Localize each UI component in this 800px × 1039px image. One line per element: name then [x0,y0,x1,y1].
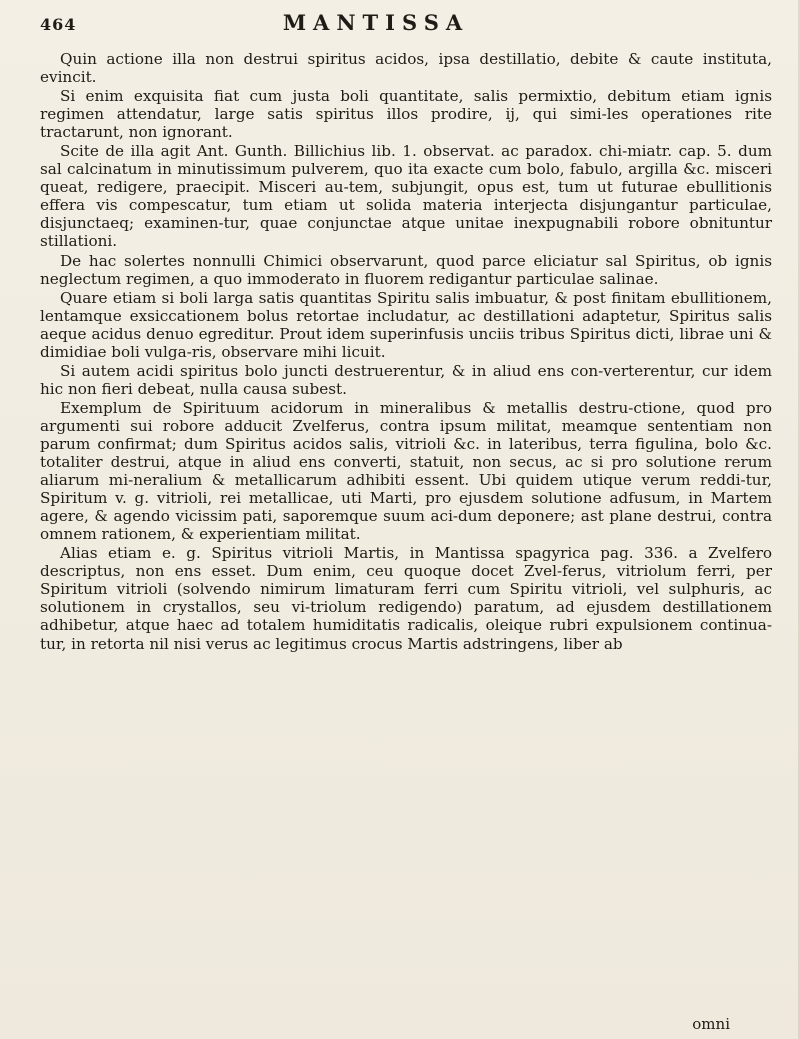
paragraph: Scite de illa agit Ant. Gunth. Billichius lib. 1. observat. ac paradox. chi-miatr. cap. 5. dum sal calcinatum in minutissimum pulverem, quo ita exacte cum bolo, fabulo, argilla &c. misceri queat, redigere, praecipit. Misceri au-tem, subjungit, opus est, tum ut futurae ebullitionis effera vis compescatur, tum etiam ut solida materia interjecta disjungantur particulae, disjunctaeq; examinen-tur, quae conjunctae atque unitae inexpugnabili robore obnituntur stillationi. [40,142,772,251]
paragraph: Si enim exquisita fiat cum justa boli quantitate, salis permixtio, debitum etiam ignis regimen attendatur, large satis spiritus illos prodire, ij, qui simi-les operationes rite tractarunt, non ignorant. [40,87,772,142]
paragraph: De hac solertes nonnulli Chimici observarunt, quod parce eliciatur sal Spiritus, ob ignis neglectum regimen, a quo immoderato in fluorem redigantur particulae salinae. [40,251,772,288]
page-header [40,10,772,42]
paragraph: Alias etiam e. g. Spiritus vitrioli Martis, in Mantissa spagyrica pag. 336. a Zvelfero descriptus, non ens esset. Dum enim, ceu quoque docet Zvel-ferus, vitriolum ferri, per Spiritum vitrioli (solvendo nimirum limaturam ferri cum Spiritu vitrioli, vel sulphuris, ac solutionem in crystallos, seu vi-triolum redigendo) paratum, ad ejusdem destillationem adhibetur, atque haec ad totalem humiditatis radicalis, oleique rubri expulsionem continua-tur, in retorta nil nisi verus ac legitimus crocus Martis adstringens, liber ab [40,544,772,653]
paragraph: Quin actione illa non destrui spiritus acidos, ipsa destillatio, debite & caute instituta, evincit. [40,50,772,87]
running-title: MANTISSA [282,10,470,35]
paragraph: Exemplum de Spirituum acidorum in mineralibus & metallis destru-ctione, quod pro argumenti sui robore adducit Zvelferus, contra ipsum militat, meamque sententiam non parum confirmat; dum Spiritus acidos salis, vitrioli &c. in lateribus, terra figulina, bolo &c. totaliter destrui, atque in aliud ens converti, statuit, non secus, ac si pro solutione rerum aliarum mi-neralium & metallicarum adhibiti essent. Ubi quidem utique verum reddi-tur, Spiritum v. g. vitrioli, rei metallicae, uti Marti, pro ejusdem solutione adfusum, in Martem agere, & agendo vicissim pati, saporemque suum aci-dum deponere; ast plane destrui, contra omnem rationem, & experientiam militat. [40,398,772,544]
paragraph: Quare etiam si boli larga satis quantitas Spiritu salis imbuatur, & post finitam ebullitionem, lentamque exsiccationem bolus retortae includatur, ac destillationi adaptetur, Spiritus salis aeque acidus denuo egreditur. Prout idem superinfusis unciis tribus Spiritus dicti, librae uni & dimidiae boli vulga-ris, observare mihi licuit. [40,288,772,361]
page-number: 464 [40,15,77,34]
body-text [40,50,772,653]
catchword: omni [692,1015,730,1033]
paragraph: Si autem acidi spiritus bolo juncti destruerentur, & in aliud ens con-verterentur, cur idem hic non fieri debeat, nulla causa subest. [40,361,772,398]
